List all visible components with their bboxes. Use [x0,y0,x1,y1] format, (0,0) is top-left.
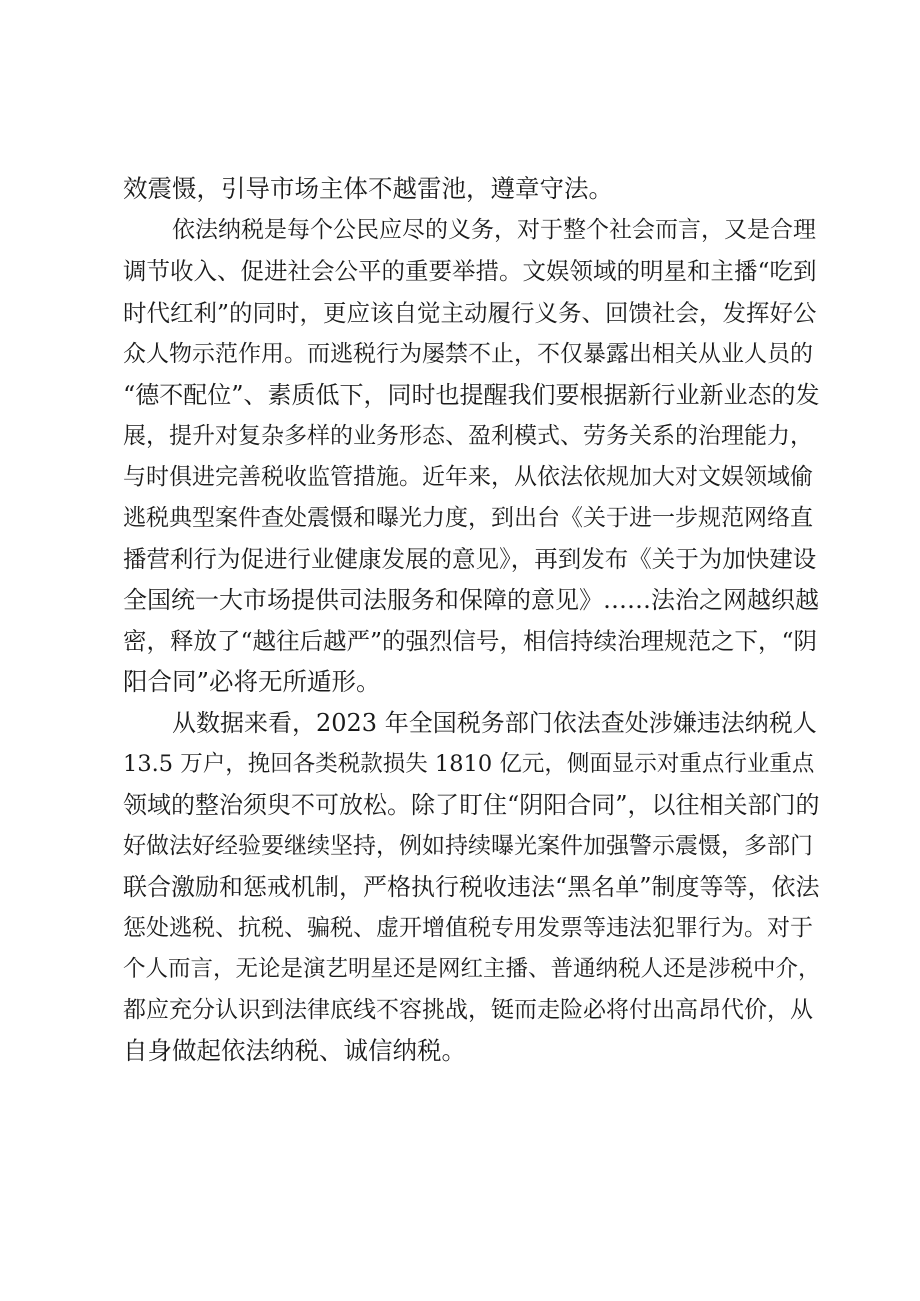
text-line: 时代红利”的同时，更应该自觉主动履行义务、回馈社会，发挥好公 [123,299,817,327]
text-line: 逃税典型案件查处震慑和曝光力度，到出台《关于进一步规范网络直 [123,505,813,531]
text-line: 好做法好经验要继续坚持，例如持续曝光案件加强警示震慑，多部门 [123,833,813,859]
text-line: 个人而言，无论是演艺明星还是网红主播、普通纳税人还是涉税中介， [123,956,821,982]
text-line: 调节收入、促进社会公平的重要举措。文娱领域的明星和主播“吃到 [123,257,817,285]
text-line: 13.5 万户，挽回各类税款损失 1810 亿元，侧面显示对重点行业重点 [123,751,815,777]
text-line: 联合激励和惩戒机制，严格执行税收违法“黑名单”制度等等，依法 [123,873,820,901]
text-line: 全国统一大市场提供司法服务和保障的意见》……法治之网越织越 [123,586,819,614]
text-line: 众人物示范作用。而逃税行为屡禁不止，不仅暴露出相关从业人员的 [123,341,813,367]
text-line: 惩处逃税、抗税、骗税、虚开增值税专用发票等违法犯罪行为。对于 [123,915,813,941]
text-line: 自身做起依法纳税、诚信纳税。 [123,1036,466,1065]
text-line: 从数据来看，2023 年全国税务部门依法查处涉嫌违法纳税人 [172,709,817,737]
text-line: 领域的整治须臾不可放松。除了盯住“阴阳合同”，以往相关部门的 [123,791,820,819]
text-line: 密，释放了“越往后越严”的强烈信号，相信持续治理规范之下，“阴 [123,627,818,655]
text-line: 播营利行为促进行业健康发展的意见》，再到发布《关于为加快建设 [123,545,817,573]
text-line: 与时俱进完善税收监管措施。近年来，从依法依规加大对文娱领域偷 [123,464,813,490]
text-line: 依法纳税是每个公民应尽的义务，对于整个社会而言，又是合理 [172,217,816,243]
text-line: 都应充分认识到法律底线不容挑战，铤而走险必将付出高昂代价，从 [123,997,813,1023]
text-line: “德不配位”、素质低下，同时也提醒我们要根据新行业新业态的发 [123,381,820,409]
text-line: 展，提升对复杂多样的业务形态、盈利模式、劳务关系的治理能力， [123,423,813,449]
text-line: 阳合同”必将无所遁形。 [123,667,381,696]
text-line: 效震慑，引导市场主体不越雷池，遵章守法。 [123,174,613,203]
